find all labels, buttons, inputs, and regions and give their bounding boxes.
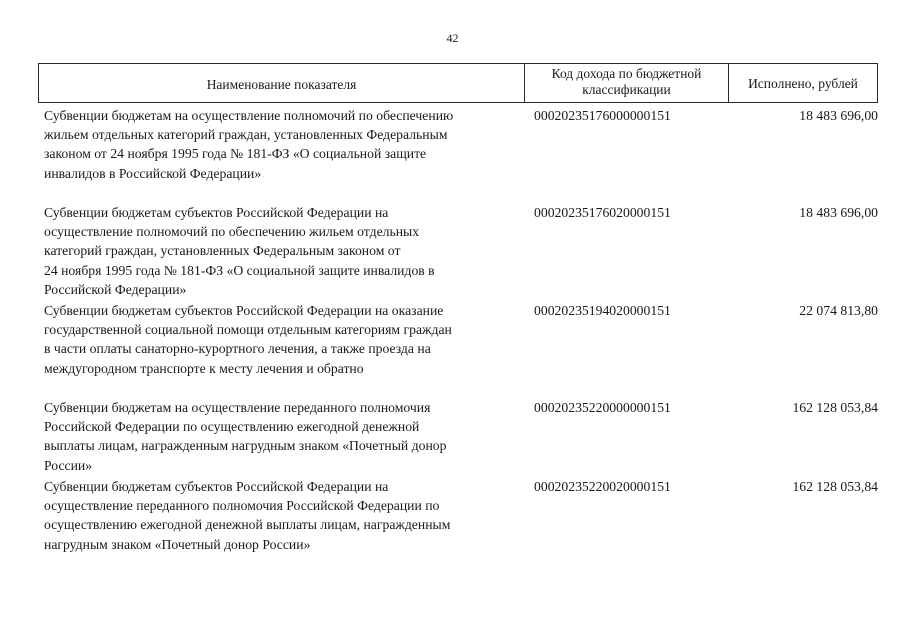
row-description bbox=[38, 477, 524, 555]
description-line: России» bbox=[44, 457, 93, 473]
description-line: жильем отдельных категорий граждан, установленных Федеральным bbox=[44, 127, 448, 143]
description-line: Субвенции бюджетам субъектов Российской Федерации на bbox=[44, 205, 389, 220]
row-description bbox=[38, 203, 524, 301]
row-code: 00020235176020000151 bbox=[534, 205, 671, 220]
description-line: государственной социальной помощи отдельным категориям граждан bbox=[44, 322, 452, 338]
table-row bbox=[38, 398, 878, 477]
description-line: выплаты лицам, награжденным нагрудным знаком «Почетный донор bbox=[44, 438, 447, 454]
table-row bbox=[38, 203, 878, 301]
row-amount: 22 074 813,80 bbox=[799, 303, 878, 318]
description-line: осуществление полномочий по обеспечению жильем отдельных bbox=[44, 224, 420, 240]
description-line: 24 ноября 1995 года № 181-ФЗ «О социальной защите инвалидов в bbox=[44, 262, 435, 278]
row-code: 00020235176000000151 bbox=[534, 108, 671, 123]
description-line: осуществлению ежегодной денежной выплаты лицам, награжденным bbox=[44, 517, 451, 533]
row-amount: 162 128 053,84 bbox=[792, 400, 878, 415]
table-header bbox=[38, 63, 878, 103]
header-amount-column: Исполнено, рублей bbox=[748, 76, 858, 91]
description-line: нагрудным знаком «Почетный донор России» bbox=[44, 536, 311, 552]
row-code: 00020235220020000151 bbox=[534, 479, 671, 494]
row-description bbox=[38, 398, 524, 477]
table-row bbox=[38, 301, 878, 398]
description-line: в части оплаты санаторно-курортного лечения, а также проезда на bbox=[44, 341, 431, 357]
header-code-column: Код дохода по бюджетной классификации bbox=[525, 64, 729, 102]
description-line: законом от 24 ноября 1995 года № 181-ФЗ «О социальной защите bbox=[44, 146, 427, 162]
row-amount: 162 128 053,84 bbox=[792, 479, 878, 494]
description-line: инвалидов в Российской Федерации» bbox=[44, 165, 262, 181]
description-line: осуществление переданного полномочия Российской Федерации по bbox=[44, 498, 440, 514]
description-line: Российской Федерации по осуществлению ежегодной денежной bbox=[44, 419, 420, 435]
description-line: Субвенции бюджетам субъектов Российской Федерации на bbox=[44, 479, 389, 494]
table-row bbox=[38, 106, 878, 203]
row-description bbox=[38, 106, 524, 203]
description-line: категорий граждан, установленных Федеральным законом от bbox=[44, 243, 401, 259]
table-row bbox=[38, 477, 878, 555]
description-line: Субвенции бюджетам на осуществление полномочий по обеспечению bbox=[44, 108, 454, 123]
description-line: Субвенции бюджетам на осуществление переданного полномочия bbox=[44, 400, 431, 415]
row-code: 00020235194020000151 bbox=[534, 303, 671, 318]
row-amount: 18 483 696,00 bbox=[799, 205, 878, 220]
row-amount: 18 483 696,00 bbox=[799, 108, 878, 123]
row-description bbox=[38, 301, 524, 398]
description-line: междугородном транспорте к месту лечения и обратно bbox=[44, 360, 364, 376]
description-line: Российской Федерации» bbox=[44, 281, 187, 297]
description-line: Субвенции бюджетам субъектов Российской Федерации на оказание bbox=[44, 303, 444, 318]
row-code: 00020235220000000151 bbox=[534, 400, 671, 415]
page-number: 42 bbox=[446, 31, 459, 45]
table-body bbox=[38, 106, 878, 555]
header-name-column: Наименование показателя bbox=[39, 64, 525, 102]
